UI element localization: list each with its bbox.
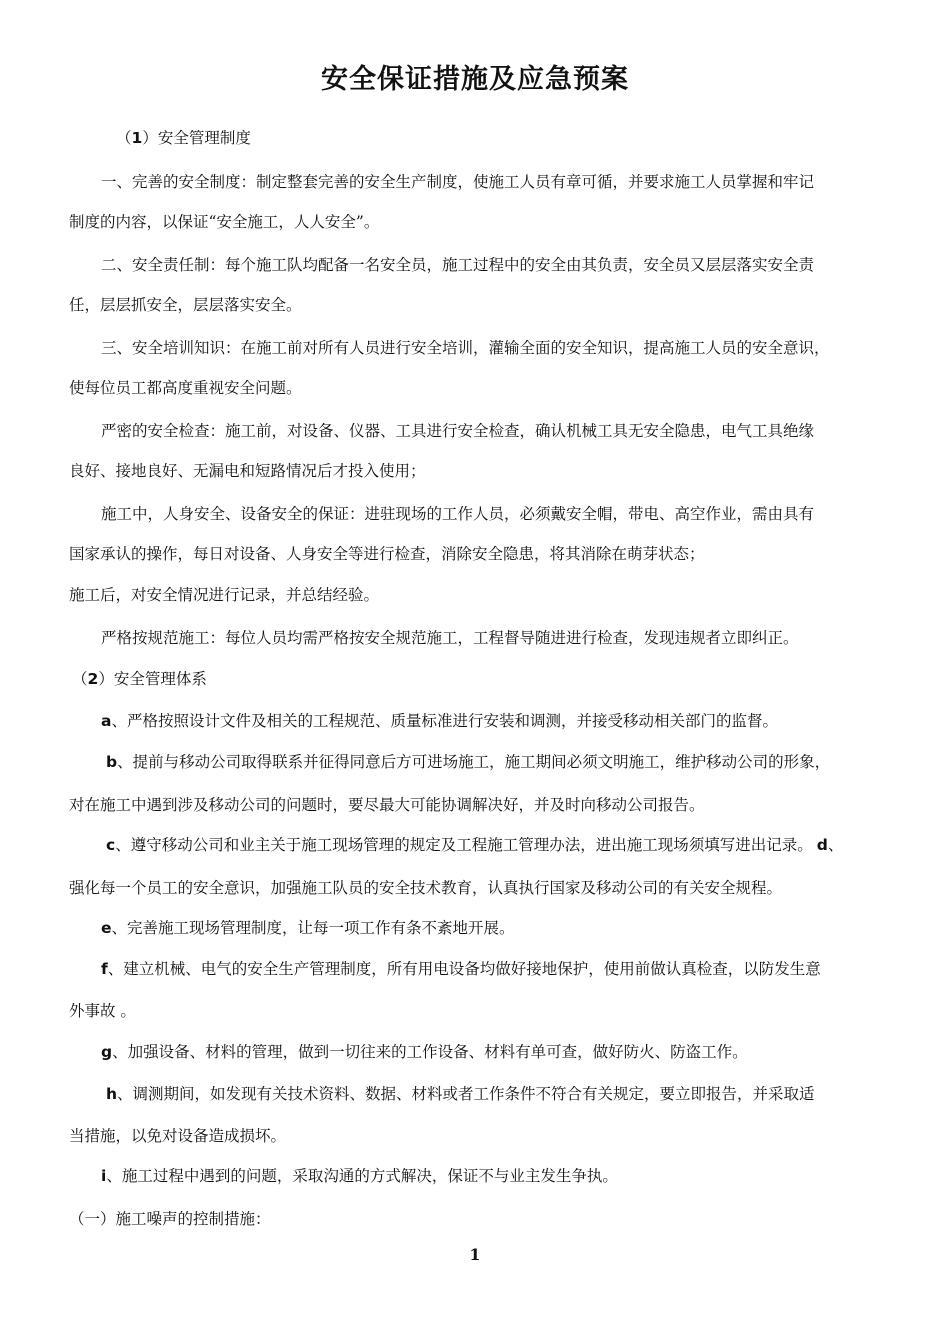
list-item-e: e、完善施工现场管理制度，让每一项工作有条不紊地开展。	[101, 919, 515, 937]
list-item-i: i、施工过程中遇到的问题，采取沟通的方式解决，保证不与业主发生争执。	[101, 1167, 618, 1185]
list-item-c: c、遵守移动公司和业主关于施工现场管理的规定及工程施工管理办法，进出施工现场须填写进出记录。 d、	[106, 836, 844, 854]
paragraph-line: 一、完善的安全制度：制定整套完善的安全生产制度，使施工人员有章可循，并要求施工人员掌握和牢记	[101, 173, 815, 191]
paragraph-line: 三、安全培训知识：在施工前对所有人员进行安全培训，灌输全面的安全知识，提高施工人员的安全意识，	[101, 339, 830, 357]
document-title: 安全保证措施及应急预案	[321, 64, 629, 95]
list-item-b: b、提前与移动公司取得联系并征得同意后方可进场施工，施工期间必须文明施工，维护移动公司的形象，	[106, 753, 831, 771]
paragraph-line: 良好、接地良好、无漏电和短路情况后才投入使用；	[69, 462, 426, 480]
section-heading-2: （2）安全管理体系	[72, 670, 207, 688]
paragraph-line: 制度的内容，以保证“安全施工，人人安全”。	[69, 213, 380, 231]
list-item-a: a、严格按照设计文件及相关的工程规范、质量标准进行安装和调测，并接受移动相关部门的监督。	[101, 712, 778, 730]
page-number: 1	[469, 1245, 481, 1264]
paragraph-line: 二、安全责任制：每个施工队均配备一名安全员，施工过程中的安全由其负责，安全员又层层落实安全责	[101, 256, 815, 274]
paragraph-line: 施工中，人身安全、设备安全的保证：进驻现场的工作人员，必须戴安全帽，带电、高空作业，需由具有	[101, 505, 815, 523]
paragraph-line: 强化每一个员工的安全意识，加强施工队员的安全技术教育，认真执行国家及移动公司的有关安全规程。	[69, 879, 783, 897]
paragraph-line: 对在施工中遇到涉及移动公司的问题时，要尽最大可能协调解决好，并及时向移动公司报告。	[69, 796, 705, 814]
paragraph-line: 严格按规范施工：每位人员均需严格按安全规范施工，工程督导随进进行检查，发现违规者立即纠正。	[101, 629, 799, 647]
paragraph-line: 施工后，对安全情况进行记录，并总结经验。	[69, 586, 380, 604]
subsection-heading: （一）施工噪声的控制措施：	[69, 1210, 271, 1228]
paragraph-line: 外事故 。	[69, 1002, 136, 1020]
paragraph-line: 任，层层抓安全，层层落实安全。	[69, 296, 302, 314]
list-item-f: f、建立机械、电气的安全生产管理制度，所有用电设备均做好接地保护，使用前做认真检查，以防发生意	[101, 960, 821, 978]
list-item-g: g、加强设备、材料的管理，做到一切往来的工作设备、材料有单可查，做好防火、防盗工作。	[101, 1043, 748, 1061]
list-item-h: h、调测期间，如发现有关技术资料、数据、材料或者工作条件不符合有关规定，要立即报告，并采取适	[106, 1085, 815, 1103]
paragraph-line: 当措施，以免对设备造成损坏。	[69, 1127, 287, 1145]
section-heading-1: （1）安全管理制度	[116, 129, 251, 147]
paragraph-line: 严密的安全检查：施工前，对设备、仪器、工具进行安全检查，确认机械工具无安全隐患，电气工具绝缘	[101, 422, 815, 440]
paragraph-line: 使每位员工都高度重视安全问题。	[69, 379, 302, 397]
paragraph-line: 国家承认的操作，每日对设备、人身安全等进行检查，消除安全隐患，将其消除在萌芽状态；	[69, 545, 705, 563]
